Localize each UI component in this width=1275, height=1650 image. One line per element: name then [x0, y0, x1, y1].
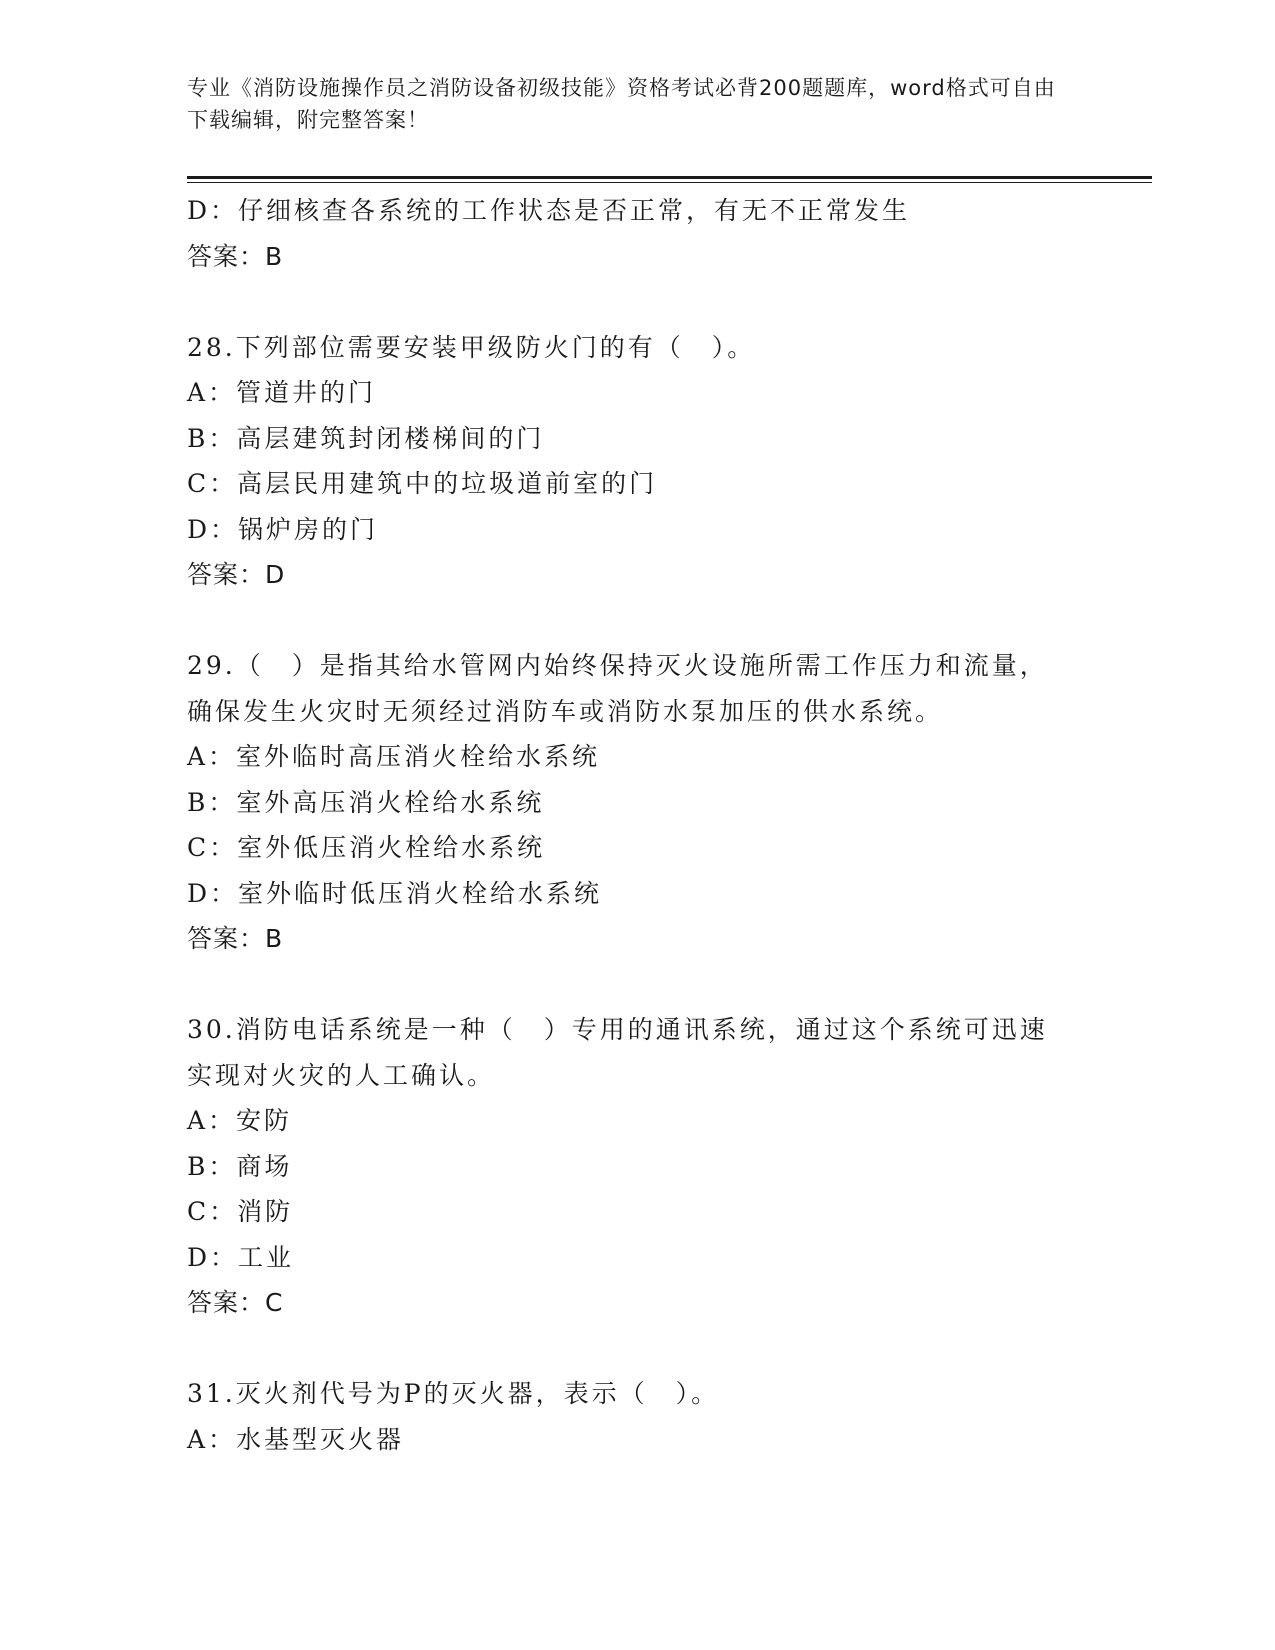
document-body — [187, 188, 1087, 1462]
question-stem: 31.灭火剂代号为P的灭火器，表示（ ）。 — [187, 1379, 720, 1408]
question-stem-cont: 确保发生火灾时无须经过消防车或消防水泵加压的供水系统。 — [187, 696, 944, 726]
option-a: A：室外临时高压消火栓给水系统 — [187, 742, 601, 771]
option-a: A：管道井的门 — [187, 378, 377, 407]
option-a: A：水基型灭火器 — [187, 1424, 405, 1454]
question-27-answer: 答案：B — [187, 241, 284, 271]
question-stem-cont: 实现对火灾的人工确认。 — [187, 1060, 496, 1090]
option-c: C：高层民用建筑中的垃圾道前室的门 — [187, 469, 658, 498]
question-answer: 答案：D — [187, 560, 286, 589]
option-c: C：消防 — [187, 1197, 294, 1226]
option-a: A：安防 — [187, 1106, 293, 1135]
option-d: D：室外临时低压消火栓给水系统 — [187, 878, 603, 908]
question-answer: 答案：B — [187, 924, 284, 953]
option-b: B：高层建筑封闭楼梯间的门 — [187, 423, 545, 453]
question-stem: 29.（ ）是指其给水管网内始终保持灭火设施所需工作压力和流量， — [187, 651, 1048, 680]
header-rule-thick — [187, 176, 1152, 179]
option-d: D：工业 — [187, 1242, 295, 1272]
option-b: B：室外高压消火栓给水系统 — [187, 787, 545, 817]
question-stem: 30.消防电话系统是一种（ ）专用的通讯系统，通过这个系统可迅速 — [187, 1015, 1048, 1044]
option-d: D：锅炉房的门 — [187, 514, 379, 544]
page-header: 专业《消防设施操作员之消防设备初级技能》资格考试必背200题题库，word格式可自由下载编辑，附完整答案！ — [187, 76, 1056, 132]
question-31 — [187, 1371, 1087, 1462]
option-b: B：商场 — [187, 1151, 293, 1181]
question-answer: 答案：C — [187, 1288, 284, 1317]
option-c: C：室外低压消火栓给水系统 — [187, 833, 546, 862]
header-rule-thin — [187, 182, 1152, 183]
question-stem: 28.下列部位需要安装甲级防火门的有（ ）。 — [187, 332, 756, 362]
question-27-option-d: D：仔细核查各系统的工作状态是否正常，有无不正常发生 — [187, 196, 911, 225]
question-30 — [187, 1007, 1087, 1326]
question-29 — [187, 643, 1087, 962]
question-28 — [187, 325, 1087, 598]
